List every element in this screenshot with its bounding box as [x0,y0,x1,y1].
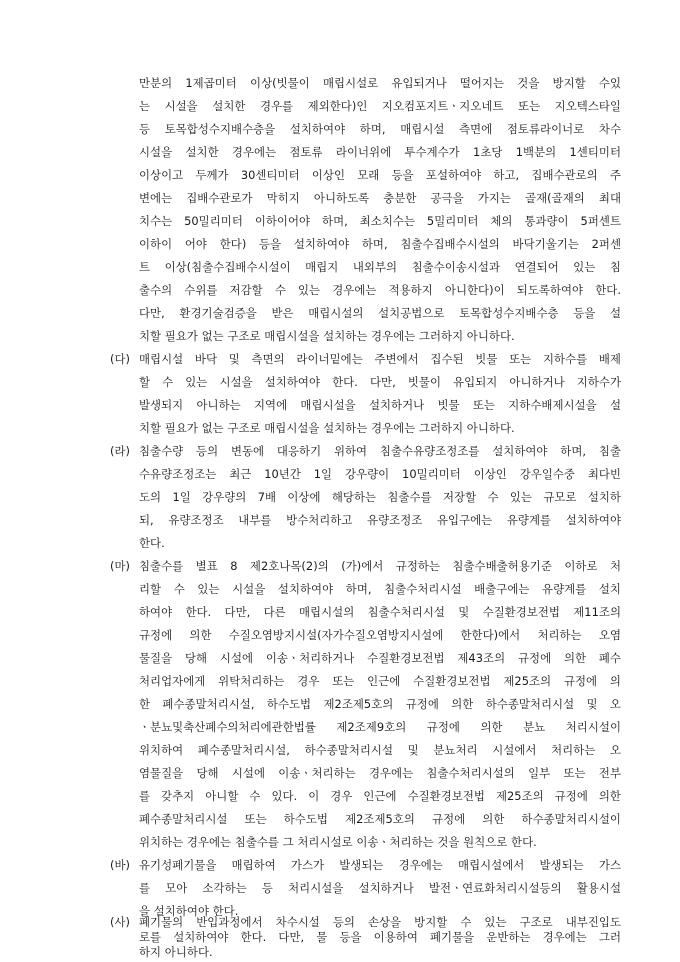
text-line: 한 폐수종말처리시설, 하수도법 제2조제5호의 규정에 의한 하수종말처리시설 및 오 [139,697,621,711]
text-line: 변에는 집배수관로가 막히지 아니하도록 충분한 공극을 가지는 골재(골재의 최대 [139,191,621,205]
text-line: 하지 아니하다. [139,945,213,959]
text-line: 시설을 설치한 경우에는 점토류 라이너위에 투수계수가 1초당 1백분의 1센티미터 [139,145,621,159]
text-line: 치할 필요가 없는 구조로 매립시설을 설치하는 경우에는 그러하지 아니하다. [139,329,515,343]
text-line: 도의 1일 강우량의 7배 이상에 해당하는 침출수를 저장할 수 있는 규모로 설치하 [139,490,621,504]
text-line: 이상이고 두께가 30센티미터 이상인 모래 등을 포설하여야 하고, 집배수관로의 주 [139,168,621,182]
text-line: 하여야 한다. 다만, 다른 매립시설의 침출수처리시설 및 수질환경보전법 제11조의 [139,605,621,619]
text-line: 를 모아 소각하는 등 처리시설을 설치하거나 발전ㆍ연료화처리시설등의 활용시설 [139,881,621,895]
text-line: ㆍ분뇨및축산폐수의처리에관한법률 제2조제9호의 규정에 의한 분뇨 처리시설이 [139,720,621,734]
text-line: 되, 유량조정조 내부를 방수처리하고 유량조정조 유입구에는 유량계를 설치하여야 [139,513,621,527]
text-line: 출수의 수위를 저감할 수 있는 경우에는 적용하지 아니한다)이 되도록하여야 한다. [139,283,621,297]
text-line: 위치하여 폐수종말처리시설, 하수종말처리시설 및 분뇨처리 시설에서 처리하는 오 [139,743,621,757]
text-line: 할 수 있는 시설을 설치하여야 한다. 다만, 빗물이 유입되지 아니하거나 지하수가 [139,375,621,389]
text-line: 침출수를 별표 8 제2호나목(2)의 (가)에서 규정하는 침출수배출허용기준 이하로 처 [139,559,621,573]
text-line: 는 시설을 설치한 경우를 제외한다)인 지오컴포지트ㆍ지오네트 또는 지오텍스타일 [139,99,621,113]
text-line: 염물질을 당해 시설에 이송ㆍ처리하는 경우에는 침출수처리시설의 일부 또는 전부 [139,766,621,780]
text-line: 처리업자에게 위탁처리하는 경우 또는 인근에 수질환경보전법 제25조의 규정에 의 [139,674,621,688]
text-line: 한다. [139,536,165,550]
text-line: 수유량조정조는 최근 10년간 1일 강우량이 10밀리미터 이상인 강우일수중 최다빈 [139,467,621,481]
text-line: 유기성폐기물을 매립하여 가스가 발생되는 경우에는 매립시설에서 발생되는 가스 [139,858,621,872]
text-line: 치할 필요가 없는 구조로 매립시설을 설치하는 경우에는 그러하지 아니하다. [139,421,515,435]
text-line: 를 갖추지 아니할 수 있다. 이 경우 인근에 수질환경보전법 제25조의 규정에 의한 [139,789,621,803]
text-line: 규정에 의한 수질오염방지시설(자가수질오염방지시설에 한한다)에서 처리하는 오염 [139,628,621,642]
text-line: 이하이 어야 한다) 등을 설치하여야 하며, 침출수집배수시설의 바닥기울기는 2퍼센 [139,237,621,251]
item-marker: (사) [110,915,130,929]
text-line: 침출수량 등의 변동에 대응하기 위하여 침출수유량조정조를 설치하여야 하며, 침출 [139,444,621,458]
text-line: 물질을 당해 시설에 이송ㆍ처리하거나 수질환경보전법 제43조의 규정에 의한 폐수 [139,651,621,665]
text-line: 매립시설 바닥 및 측면의 라이너밑에는 주변에서 집수된 빗물 또는 지하수를 배제 [139,352,621,366]
text-line: 치수는 50밀리미터 이하이어야 하며, 최소치수는 5밀리미터 체의 통과량이 5퍼센트 [139,214,621,228]
text-line: 폐수종말처리시설 또는 하수도법 제2조제5호의 규정에 의한 하수종말처리시설이 [139,812,621,826]
text-line: 발생되지 아니하는 지역에 매립시설을 설치하거나 빗물 또는 지하수배제시설을 설 [139,398,621,412]
text-line: 폐기물의 반입과정에서 차수시설 등의 손상을 방지할 수 있는 구조로 내부진입도 [139,915,621,929]
text-line: 을 설치하여야 한다. [139,904,239,918]
text-line: 등 토목합성수지배수층을 설치하여야 하며, 매립시설 측면에 점토류라이너로 차수 [139,122,621,136]
item-marker: (다) [110,352,130,366]
text-line: 다만, 환경기술검증을 받은 매립시설의 설치공법으로 토목합성수지배수층 등을 설 [139,306,621,320]
text-line: 만분의 1제곱미터 이상(빗물이 매립시설로 유입되거나 떨어지는 것을 방지할 수있 [139,76,621,90]
text-line: 로를 설치하여야 한다. 다만, 물 등을 이용하여 폐기물을 운반하는 경우에는 그러 [139,930,621,944]
text-line: 트 이상(침출수집배수시설이 매립지 내외부의 침출수이송시설과 연결되어 있는 침 [139,260,621,274]
item-marker: (라) [110,444,130,458]
item-marker: (마) [110,559,130,573]
item-marker: (바) [110,858,130,872]
text-line: 위치하는 경우에는 침출수를 그 처리시설로 이송ㆍ처리하는 것을 원칙으로 한다. [139,835,537,849]
text-line: 리할 수 있는 시설을 설치하여야 하며, 침출수처리시설 배출구에는 유량계를 설치 [139,582,621,596]
